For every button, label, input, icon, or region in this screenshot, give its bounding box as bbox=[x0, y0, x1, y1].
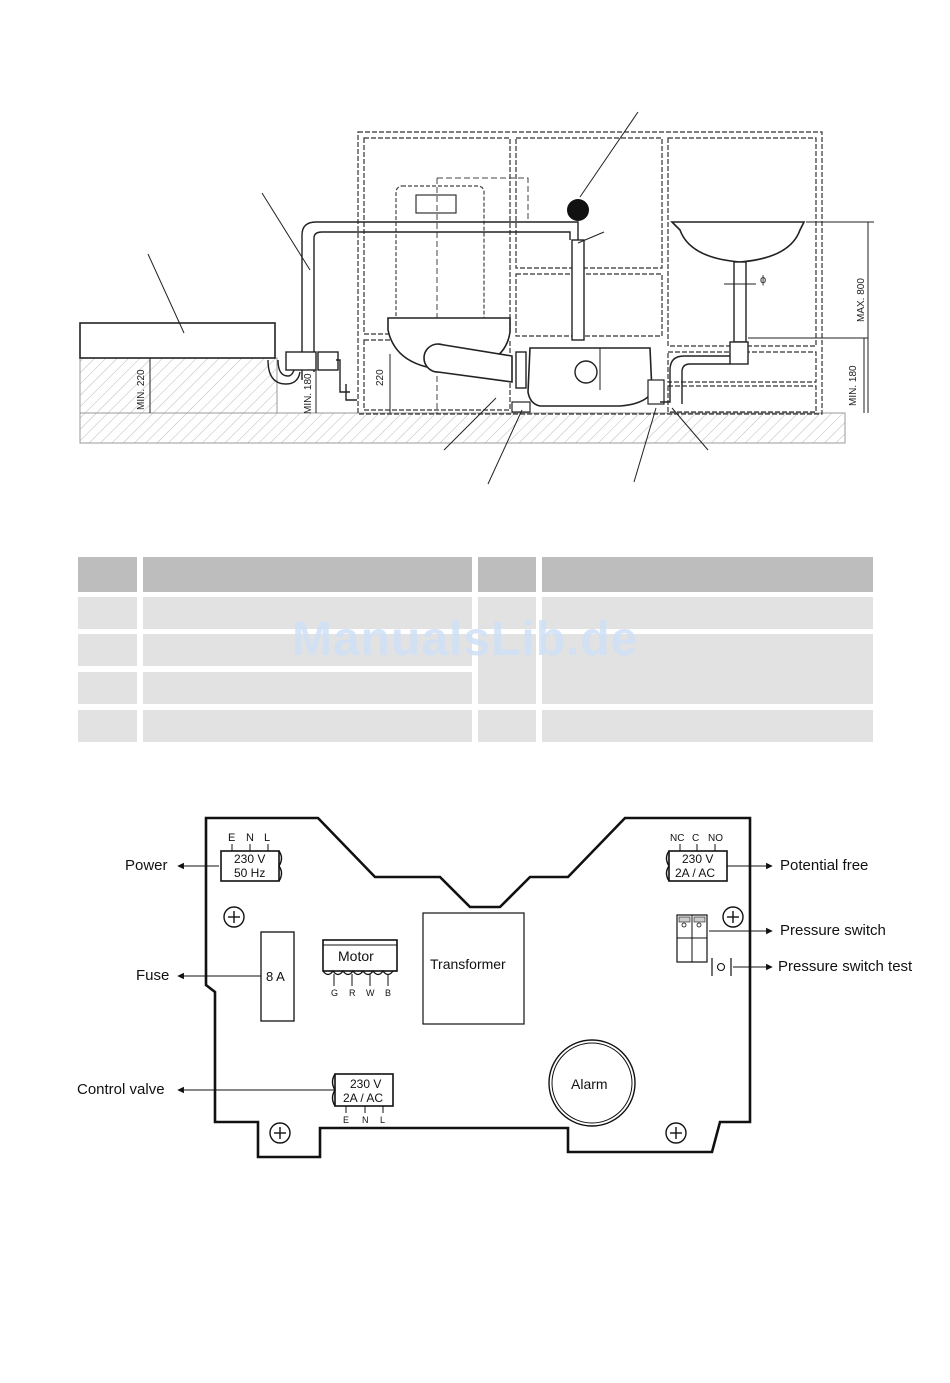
wash-basin bbox=[672, 222, 804, 262]
svg-text:230 V: 230 V bbox=[682, 852, 714, 866]
table-header-cell bbox=[542, 557, 873, 592]
potential-free-terminal bbox=[667, 833, 728, 881]
raised-floor bbox=[80, 358, 277, 413]
pressure-switch-label: Pressure switch bbox=[780, 922, 886, 939]
flush-plate bbox=[416, 195, 456, 213]
table-header-cell bbox=[478, 557, 536, 592]
svg-text:2A / AC: 2A / AC bbox=[675, 866, 716, 880]
power-label: Power bbox=[125, 857, 168, 874]
fuse-label: Fuse bbox=[136, 967, 170, 984]
dim-max800: MAX. 800 bbox=[856, 278, 867, 322]
svg-text:B: B bbox=[385, 988, 392, 998]
control-valve-label: Control valve bbox=[77, 1081, 165, 1098]
table-header-cell bbox=[78, 557, 137, 592]
svg-text:NC: NC bbox=[670, 833, 685, 844]
svg-text:N: N bbox=[362, 1115, 369, 1125]
cistern bbox=[396, 186, 484, 326]
dim-min180-left: MIN. 180 bbox=[303, 373, 314, 414]
svg-text:2A / AC: 2A / AC bbox=[343, 1091, 384, 1105]
table-cell bbox=[78, 597, 137, 629]
table-cell bbox=[78, 672, 137, 704]
control-board-diagram bbox=[0, 790, 950, 1190]
svg-text:50 Hz: 50 Hz bbox=[234, 866, 266, 880]
alarm-label: Alarm bbox=[571, 1076, 608, 1092]
table-cell bbox=[78, 634, 137, 666]
potential-free-label: Potential free bbox=[780, 857, 869, 874]
svg-text:W: W bbox=[366, 988, 375, 998]
svg-text:R: R bbox=[349, 988, 356, 998]
pressure-test-label: Pressure switch test bbox=[778, 958, 913, 975]
svg-text:N: N bbox=[246, 832, 254, 844]
svg-text:L: L bbox=[380, 1115, 386, 1125]
pressure-switch bbox=[677, 915, 707, 962]
transformer-label: Transformer bbox=[430, 956, 506, 972]
table-cell bbox=[478, 710, 536, 742]
svg-text:230 V: 230 V bbox=[234, 852, 266, 866]
dim-min180-right: MIN. 180 bbox=[848, 365, 859, 406]
bathtub bbox=[80, 323, 275, 358]
dim-220: 220 bbox=[375, 369, 386, 386]
vent-cap bbox=[567, 199, 589, 221]
dim-min220: MIN. 220 bbox=[136, 369, 147, 410]
svg-text:Motor: Motor bbox=[338, 948, 374, 964]
svg-text:E: E bbox=[228, 832, 236, 844]
svg-text:230 V: 230 V bbox=[350, 1077, 382, 1091]
table-header-cell bbox=[143, 557, 472, 592]
table-cell bbox=[143, 672, 472, 704]
table-cell bbox=[143, 710, 472, 742]
floor-slab bbox=[80, 413, 845, 443]
svg-text:G: G bbox=[331, 988, 339, 998]
leader-line-bathtub bbox=[148, 254, 184, 333]
svg-text:L: L bbox=[264, 832, 271, 844]
installation-diagram bbox=[0, 0, 950, 500]
table-cell bbox=[542, 710, 873, 742]
dim-phi: ϕ bbox=[760, 274, 767, 286]
svg-text:C: C bbox=[692, 833, 700, 844]
svg-text:E: E bbox=[343, 1115, 350, 1125]
svg-text:NO: NO bbox=[708, 833, 723, 844]
fuse-value: 8 A bbox=[266, 969, 285, 984]
table-cell bbox=[78, 710, 137, 742]
watermark: ManualsLib.de bbox=[292, 613, 639, 666]
